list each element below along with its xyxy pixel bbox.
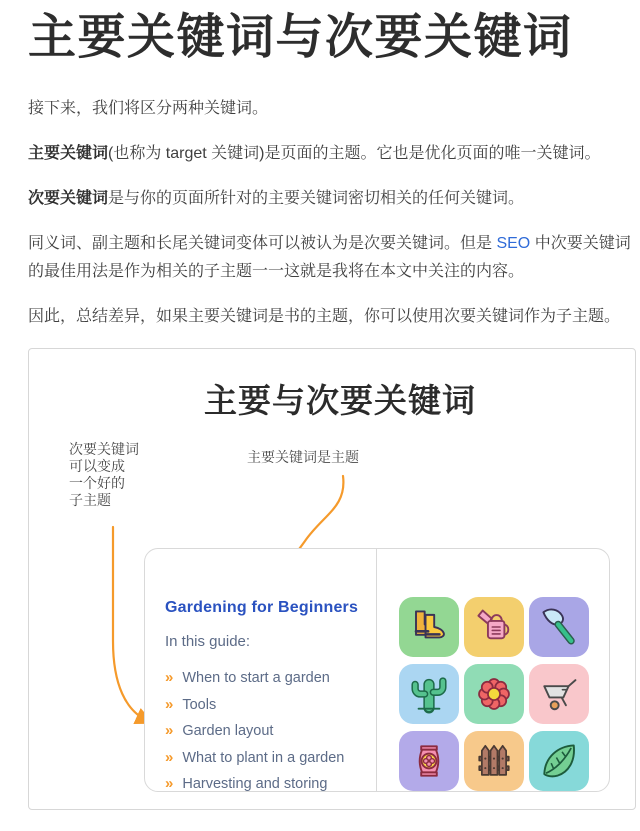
secondary-keyword-note: 次要关键词 可以变成 一个好的 子主题 — [69, 441, 139, 509]
guide-list-item — [165, 665, 366, 692]
chevron-bullet-icon: » — [165, 722, 174, 740]
primary-keyword-note: 主要关键词是主题 — [247, 449, 359, 466]
fence-icon — [468, 735, 520, 787]
wheelbarrow-icon — [533, 668, 585, 720]
paragraph-intro: 接下来，我们将区分两种关键词。 — [28, 100, 269, 118]
flower-icon — [468, 668, 520, 720]
tile-rain-boots — [399, 597, 459, 657]
seo-link[interactable]: SEO — [496, 235, 531, 253]
leaf-icon — [533, 735, 585, 787]
guide-list-item — [165, 745, 366, 772]
guide-card-title: Gardening for Beginners — [165, 599, 359, 617]
trowel-icon — [533, 601, 585, 653]
guide-item-label: Tools — [182, 696, 217, 713]
icon-grid — [399, 597, 589, 791]
tile-watering-can — [464, 597, 524, 657]
tile-fence — [464, 731, 524, 791]
paragraph-primary-keyword: 主要关键词(也称为 target 关键词)是页面的主题。它也是优化页面的唯一关键词。 — [28, 145, 601, 163]
cactus-icon — [403, 668, 455, 720]
secondary-keyword-term: 次要关键词 — [28, 190, 109, 208]
guide-list-item — [165, 771, 366, 798]
paragraph-synonyms: 同义词、副主题和长尾关键词变体可以被认为是次要关键词。但是 SEO 中次要关键词的最佳用法是作为相关的子主题一一这就是我将在本文中关注的内容。 — [28, 235, 631, 281]
guide-list-item — [165, 718, 366, 745]
primary-keyword-term: 主要关键词 — [28, 145, 109, 163]
guide-list-item — [165, 692, 366, 719]
chevron-bullet-icon: » — [165, 775, 174, 793]
chevron-bullet-icon: » — [165, 695, 174, 713]
rain-boots-icon — [403, 601, 455, 653]
chevron-bullet-icon: » — [165, 748, 174, 766]
guide-list — [165, 665, 366, 798]
watering-can-icon — [468, 601, 520, 653]
tile-cactus — [399, 664, 459, 724]
secondary-arrow — [113, 527, 148, 721]
tile-leaf — [529, 731, 589, 791]
guide-card-subtitle: In this guide: — [165, 633, 251, 651]
page-title: 主要关键词与次要关键词 — [28, 11, 573, 64]
guide-item-label: What to plant in a garden — [182, 749, 345, 766]
guide-card-icon-panel — [378, 549, 609, 791]
guide-item-label: When to start a garden — [182, 670, 330, 687]
tile-trowel — [529, 597, 589, 657]
paragraph-secondary-keyword: 次要关键词是与你的页面所针对的主要关键词密切相关的任何关键词。 — [28, 190, 525, 208]
figure-title: 主要与次要关键词 — [204, 382, 476, 420]
guide-card-text-panel — [145, 549, 377, 791]
guide-card — [144, 548, 610, 792]
tile-flower — [464, 664, 524, 724]
seed-jar-icon — [403, 735, 455, 787]
keywords-illustration — [28, 348, 636, 810]
guide-item-label: Garden layout — [182, 723, 274, 740]
tile-seed-jar — [399, 731, 459, 791]
chevron-bullet-icon: » — [165, 669, 174, 687]
article-page — [0, 10, 640, 810]
guide-item-label: Harvesting and storing — [182, 776, 328, 793]
paragraph-summary: 因此，总结差异，如果主要关键词是书的主题，你可以使用次要关键词作为子主题。 — [28, 308, 621, 326]
tile-wheelbarrow — [529, 664, 589, 724]
